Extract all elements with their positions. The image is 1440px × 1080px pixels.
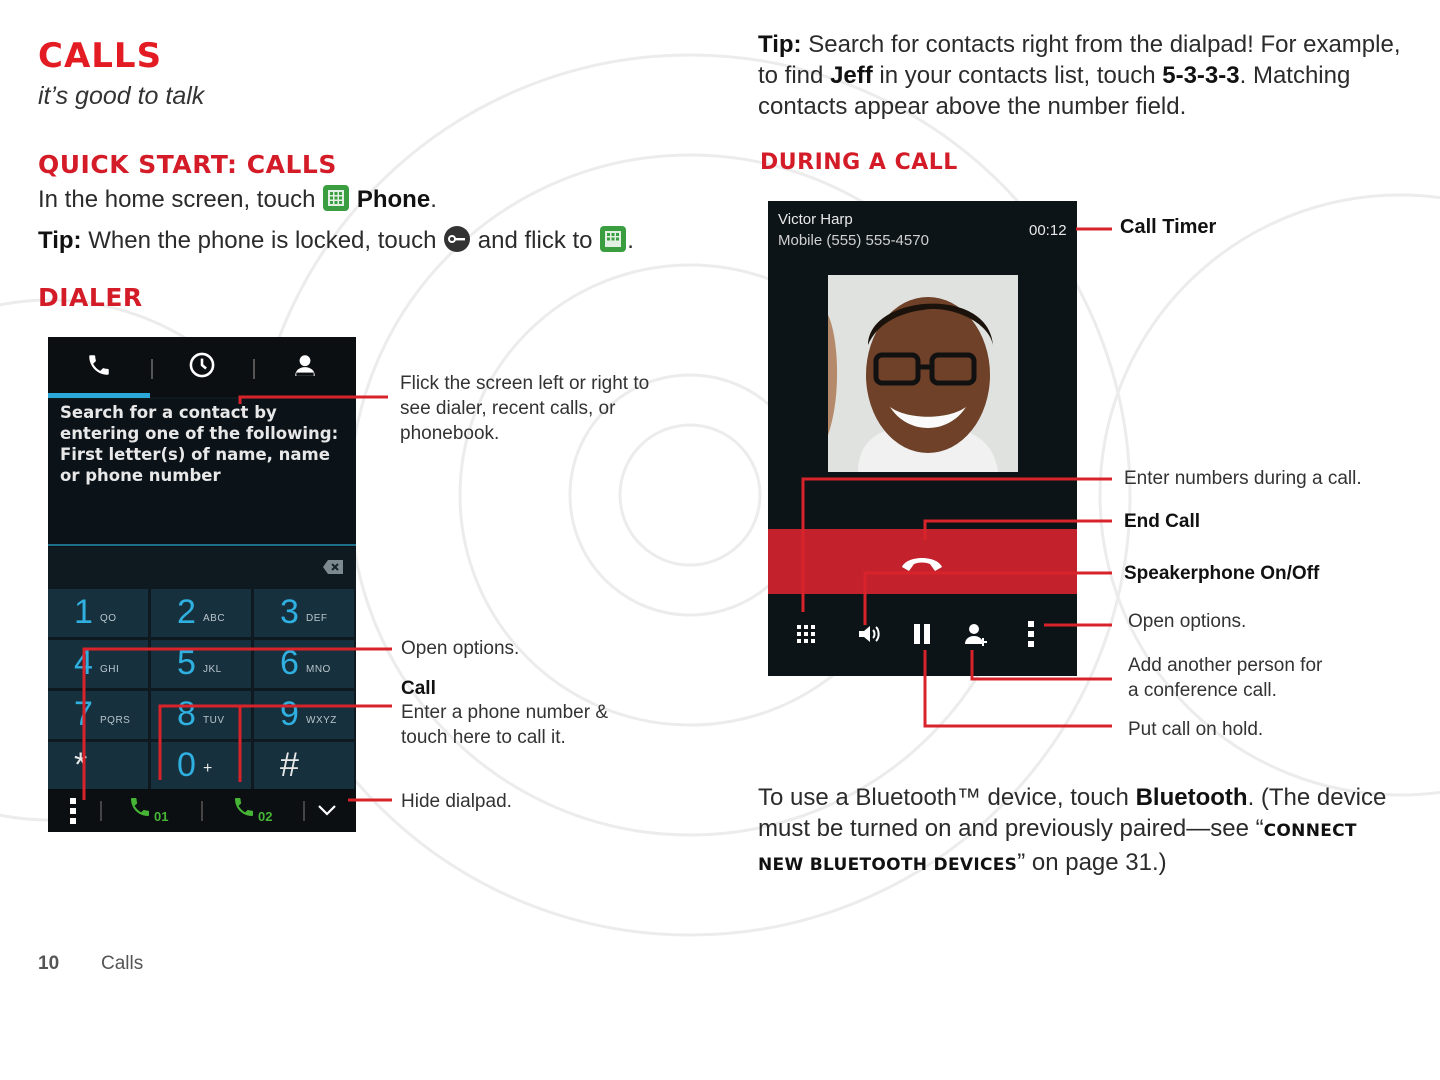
dialer-screenshot [48, 337, 356, 832]
callout-hold: Put call on hold. [1128, 719, 1264, 740]
key-4[interactable] [48, 640, 148, 688]
callout-call-timer [1120, 215, 1216, 240]
sim-label: 02 [258, 809, 273, 824]
backspace-icon[interactable] [322, 559, 344, 575]
callout-call-title [401, 676, 436, 701]
tab-dialer[interactable] [48, 337, 150, 393]
key-letters: DEF [306, 613, 328, 624]
phone-handset-icon [86, 352, 112, 378]
active-tab-indicator [48, 393, 150, 398]
key-digit: 3 [280, 593, 299, 631]
bar-separator [201, 801, 203, 821]
key-5[interactable] [151, 640, 251, 688]
bluetooth-paragraph: To use a Bluetooth™ device, touch Bluetooth. (The device must be turned on and previously paired—see “CONNECT NEW BLUETOOTH DEVICES” on page 31.) [758, 784, 1387, 876]
key-letters: GHI [100, 664, 120, 675]
end-call-bar[interactable] [768, 529, 1077, 594]
key-digit: # [280, 746, 299, 784]
dialer-bottom-bar [48, 789, 356, 832]
tab-contacts[interactable] [254, 337, 356, 393]
search-tip [758, 29, 1408, 122]
tip-digits: 5-3-3-3 [1162, 62, 1240, 89]
phone-label: Phone [356, 186, 431, 213]
punctuation: . [627, 227, 634, 254]
menu-dots-icon[interactable] [68, 797, 78, 825]
tip-text: in your contacts list, touch [879, 62, 1156, 89]
key-letters: QO [100, 613, 117, 624]
dialer-heading: DIALER [38, 283, 143, 312]
clock-icon [188, 351, 216, 379]
tip-text-1: When the phone is locked, touch [88, 227, 437, 254]
end-call-label: End Call [1124, 511, 1201, 532]
tip-label: Tip: [38, 227, 82, 254]
caller-portrait [828, 275, 1018, 472]
callout-add-person: Add another person for a conference call. [1128, 655, 1323, 701]
quick-start-text: In the home screen, touch [38, 186, 316, 213]
key-digit: 7 [74, 695, 93, 733]
quick-start-heading: QUICK START: CALLS [38, 150, 337, 179]
quick-start-line [38, 184, 437, 220]
key-star[interactable] [48, 742, 148, 790]
end-call-icon [899, 549, 945, 575]
key-digit: 1 [74, 593, 93, 631]
key-letters: TUV [203, 715, 225, 726]
caller-photo [828, 275, 1018, 472]
speaker-icon[interactable] [856, 622, 880, 646]
key-hash[interactable] [254, 742, 354, 790]
key-1[interactable] [48, 589, 148, 637]
tip-text-2: and flick to [477, 227, 593, 254]
bluetooth-bold: Bluetooth [1135, 784, 1248, 811]
callout-speakerphone [1124, 561, 1319, 586]
key-7[interactable] [48, 691, 148, 739]
key-9[interactable] [254, 691, 354, 739]
key-digit: 8 [177, 695, 196, 733]
key-letters: PQRS [100, 715, 131, 726]
bluetooth-text: To use a Bluetooth™ device, touch [758, 784, 1129, 811]
bluetooth-text: on page 31.) [1031, 849, 1167, 876]
add-person-icon[interactable] [964, 622, 988, 648]
key-letters: ABC [203, 613, 226, 624]
call-timer: 00:12 [1029, 222, 1067, 239]
key-digit: * [74, 746, 88, 784]
phone-app-icon [322, 184, 350, 220]
phone-app-icon-2 [599, 225, 627, 261]
green-handset-icon [232, 795, 256, 819]
key-6[interactable] [254, 640, 354, 688]
key-letters: + [203, 760, 213, 777]
call-title: Call [401, 678, 436, 699]
quick-start-tip [38, 225, 634, 261]
search-hint: Search for a contact by entering one of the following: First letter(s) of name, name or phone number [60, 403, 339, 485]
green-handset-icon [128, 795, 152, 819]
menu-dots-icon[interactable] [1026, 620, 1036, 648]
sim-label: 01 [154, 809, 169, 824]
page-number: 10 [38, 953, 60, 974]
number-field-underline [48, 544, 356, 546]
key-digit: 2 [177, 593, 196, 631]
key-digit: 4 [74, 644, 93, 682]
callout-call-desc: Enter a phone number & touch here to call it. [401, 702, 609, 748]
callout-open-options: Open options. [401, 638, 520, 659]
callout-open-options-call: Open options. [1128, 611, 1247, 632]
key-digit: 5 [177, 644, 196, 682]
key-letters: WXYZ [306, 715, 337, 726]
during-call-heading: DURING A CALL [760, 150, 958, 175]
call-timer-label: Call Timer [1120, 216, 1217, 238]
footer-section: Calls [101, 953, 144, 974]
key-digit: 0 [177, 746, 196, 784]
tip-text: . Matching contacts appear above the number field. [758, 62, 1351, 120]
key-8[interactable] [151, 691, 251, 739]
tab-recent[interactable] [151, 337, 253, 393]
key-letters: JKL [203, 664, 222, 675]
chevron-down-icon[interactable] [316, 801, 338, 819]
in-call-screenshot [768, 201, 1077, 676]
contact-person-icon [292, 352, 318, 378]
bar-separator [100, 801, 102, 821]
bluetooth-link[interactable]: CONNECT NEW BLUETOOTH DEVICES [758, 821, 1357, 875]
tip-label: Tip: [758, 31, 802, 58]
key-letters: MNO [306, 664, 331, 675]
callout-enter-numbers: Enter numbers during a call. [1124, 468, 1362, 489]
call-button-sim2[interactable] [232, 795, 273, 824]
call-button-sim1[interactable] [128, 795, 169, 824]
tip-name: Jeff [830, 62, 873, 89]
bar-separator [303, 801, 305, 821]
dialer-tab-bar [48, 337, 356, 397]
page-title: CALLS [38, 36, 163, 76]
punctuation: . [430, 186, 437, 213]
caller-name: Victor Harp [778, 211, 853, 228]
key-digit: 9 [280, 695, 299, 733]
page-subtitle: it’s good to talk [38, 82, 205, 110]
in-call-controls [768, 594, 1077, 676]
key-digit: 6 [280, 644, 299, 682]
key-3[interactable] [254, 589, 354, 637]
tip-text: Search for contacts right from the dialpad! For example, to find [758, 31, 1401, 89]
callout-flick: Flick the screen left or right to see dialer, recent calls, or phonebook. [400, 373, 650, 444]
key-0[interactable] [151, 742, 251, 790]
callout-hide-dialpad: Hide dialpad. [401, 791, 512, 812]
caller-number: Mobile (555) 555-4570 [778, 232, 929, 249]
callout-end-call [1124, 509, 1200, 534]
bluetooth-text: . (The device must be turned on and previously paired—see [758, 784, 1387, 842]
search-results-area [48, 399, 356, 547]
key-2[interactable] [151, 589, 251, 637]
dialpad-grid-icon[interactable] [796, 624, 816, 644]
pause-icon[interactable] [912, 622, 932, 646]
speakerphone-label: Speakerphone On/Off [1124, 563, 1320, 584]
unlock-key-icon [443, 225, 471, 261]
